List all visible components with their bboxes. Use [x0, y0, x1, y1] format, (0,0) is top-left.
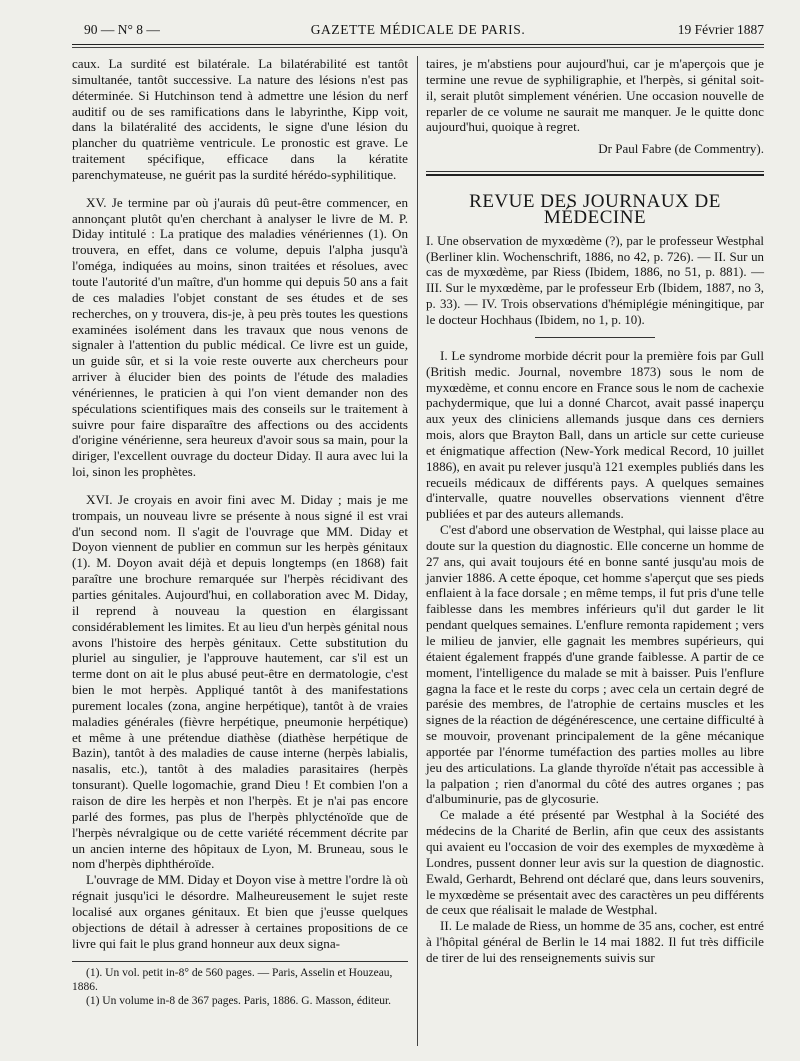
right-paragraph: Ce malade a été présenté par Westphal à la Société des médecins de la Charité de Berlin, afin que ceux des assistants qui avaient eu l'occasion de voir des exemples de myxœdème à Londres, pussent donner leur avis sur la question de diagnostic. Ewald, Gerhardt, Behrend ont déclaré que, dans leurs souvenirs, le myxœdème se présentait avec des caractères un peu différents de ceux que réalisait le malade de Westphal. — [426, 807, 764, 918]
right-paragraph: II. Le malade de Riess, un homme de 35 ans, cocher, est entré à l'hôpital général de Berlin le 14 mai 1882. Il fut très difficile de tirer de lui des renseignements suivis sur — [426, 918, 764, 965]
section-title: REVUE DES JOURNAUX DE MÉDECINE — [469, 191, 721, 228]
column-divider — [417, 56, 418, 1046]
right-intro-paragraph: taires, je m'abstiens pour aujourd'hui, car je m'aperçois que je termine une revue de syphiligraphie, et l'herpès, si génital soit-il, serait plutôt simplement vénérien. Une occasion nouvelle de reparler de ce volume ne saurait me manquer. Je le quitte donc aujourd'hui, quoique à regret. — [426, 56, 764, 135]
left-paragraph: XVI. Je croyais en avoir fini avec M. Diday ; mais je me trompais, un nouveau livre se présente à nous signé il est vrai d'un second nom. Il s'agit de l'ouvrage que MM. Diday et Doyon viennent de publier en commun sur les herpès génitaux (1). M. Doyon avait déjà et depuis longtemps (en 1868) fait paraître une brochure remarquée sur l'herpès récidivant des parties génitales. Aujourd'hui, en collaboration avec M. Diday, il reprend à nouveau la question en élargissant considérablement les limites. Et au lieu d'un herpès génital nous avons l'histoire des herpès génitaux. Cette substitution du pluriel au singulier, je l'approuve hautement, car s'il est un terme dont on ait le plus abusé peut-être en dermatologie, c'est bien le mot herpès. Appliqué tantôt à des manifestations purement locales (zona, angine herpétique), tantôt à de vraies maladies générales (fièvre herpétique, pneumonie herpétique) et même à une prétendue diathèse (diathèse herpétique de Bazin), tantôt à des maladies de cause interne (herpès labialis, nasalis, etc.), tantôt à des maladies parasitaires (herpès tonsurant). Quelle logomachie, grand Dieu ! Et combien l'on a raison de dire les herpès et non l'herpès. Et je n'ai pas encore parlé des formes, pas plus de l'herpès phlycténoïde que de l'herpès névralgique ou de cette variété récemment décrite par un ancien interne des hôpitaux de Lyon, M. Bruneau, sous le nom d'herpès diphthéroïde. — [72, 491, 408, 872]
right-paragraph: I. Le syndrome morbide décrit pour la première fois par Gull (British medic. Journal, novembre 1873) sous le nom de myxœdème, et connu encore en France sous le nom de cachexie pachydermique, que lui a donné Charcot, avait passé inaperçu aux yeux des cliniciens allemands jusque dans ces derniers mois, alors que Brayton Ball, dans un article sur cette curieuse et énigmatique affection (New-York medical Record, 10 juillet 1886), en avait pu relever jusqu'à 121 exemples publiés dans les recueils médicaux de différents pays. A quelques semaines d'intervalle, quatre nouvelles observations viennent d'être publiées et par des auteurs allemands. — [426, 347, 764, 522]
page-header — [72, 22, 764, 42]
right-paragraph: C'est d'abord une observation de Westphal, qui laisse place au doute sur la question du diagnostic. Elle concerne un homme de 27 ans, qui avait toujours été en bonne santé jusqu'au mois de janvier 1886. A cette époque, cet homme s'aperçut que ses pieds enflaient à la face dorsale ; en même temps, il fut pris d'une telle faiblesse dans les membres inférieurs qu'il dut garder le lit pendant quelques semaines. L'enflure remonta rapidement ; vers le milieu de janvier, elle gagnait les membres supérieurs, qui étaient également frappés d'une grande faiblesse. A partir de ce moment, l'intelligence du malade se mit à baisser. Puis l'enflure gagna la face et le reste du corps ; avec cela un certain degré de parésie des membres, de l'atrophie de certains muscles et les signes de la réaction de dégénérescence, une certaine difficulté à se mouvoir, provenant principalement de la gêne mécanique apportée par l'énorme tuméfaction des parties molles au libre jeu des articulations. La glande thyroïde n'était pas accessible à la palpation ; rien d'anormal du côté des autres organes ; pas d'albuminurie, pas de glycosurie. — [426, 522, 764, 807]
issue-date: 19 Février 1887 — [677, 22, 764, 37]
footnote: (1). Un vol. petit in-8° de 560 pages. — Paris, Asselin et Houzeau, 1886. — [72, 967, 393, 994]
author-signature: Dr Paul Fabre (de Commentry). — [598, 141, 764, 157]
page-number: 90 — N° 8 — — [84, 22, 160, 37]
review-contents: I. Une observation de myxœdème (?), par le professeur Westphal (Berliner klin. Wochenschrift, 1886, no 42, p. 726). — II. Sur un cas de myxœdème, par Riess (Ibidem, 1886, no 51, p. 881). — III. Sur le myxœdème, par le professeur Erb (Ibidem, 1887, no 3, p. 33). — IV. Trois observations d'hémiplégie méningitique, par le docteur Hochhaus (Ibidem, no 1, p. 10). — [426, 233, 764, 327]
contents-rule — [535, 337, 655, 338]
header-rule — [72, 44, 764, 45]
section-rule-thick — [426, 174, 764, 176]
left-paragraph: L'ouvrage de MM. Diday et Doyon vise à mettre l'ordre là où régnait jusqu'ici le désordre. Malheureusement le sujet reste localisé aux organes génitaux. Et bien que j'eusse quelques objections de détail à adresser à certaines propositions de ce livre qui fait le plus grand honneur aux deux signa- — [72, 872, 408, 951]
right-column — [426, 56, 764, 966]
footnote-rule — [72, 961, 408, 962]
section-rule — [426, 171, 764, 172]
left-paragraph: caux. La surdité est bilatérale. La bilatérabilité est tantôt simultanée, tantôt successive. La nature des lésions n'est pas déterminée. Si Hutchinson tend à admettre une lésion du nerf auditif ou de ses ramifications dans le labyrinthe, Kipp voit, dans la bilatéralité des accidents, le signe d'une lésion du plancher du quatrième ventricule. Le pronostic est grave. Le traitement spécifique, efficace dans la kératite parenchymateuse, ne guérit pas la surdité hérédo-syphilitique. — [72, 56, 408, 182]
left-paragraph: XV. Je termine par où j'aurais dû peut-être commencer, en annonçant plutôt qu'en cherchant à analyser le livre de M. P. Diday intitulé : La pratique des maladies vénériennes (1). On trouvera, en effet, dans ce volume, depuis l'alpha jusqu'à l'oméga, indiquées au moins, sinon traitées et résolues, avec toute l'autorité d'un maître, d'un homme qui depuis 50 ans a fait de ces maladies l'objet constant de ses études et de ses recherches, on y trouvera, dis-je, à peu près toutes les questions examinées isolément dans les travaux que nous venons de signaler à l'attention du public médical. Ce livre est un guide, un guide sûr, et si la voie reste ouverte aux chercheurs pour arriver à élucider bien des points de l'étude des maladies vénériennes, le praticien à qui l'on vient demander non des spéculations scientifiques mais des conseils sur le traitement à suivre pour faire disparaître des affections ou des accidents d'origine vénérienne, sera heureux d'avoir sous sa main, pour la diriger, l'excellent ouvrage du docteur Diday. Il aura avec lui la loi, sinon les prophètes. — [72, 194, 408, 480]
left-column — [72, 56, 408, 1008]
journal-title: GAZETTE MÉDICALE DE PARIS. — [310, 22, 526, 37]
header-rule-thin — [72, 47, 764, 48]
footnote: (1) Un volume in-8 de 367 pages. Paris, 1886. G. Masson, éditeur. — [86, 995, 392, 1008]
